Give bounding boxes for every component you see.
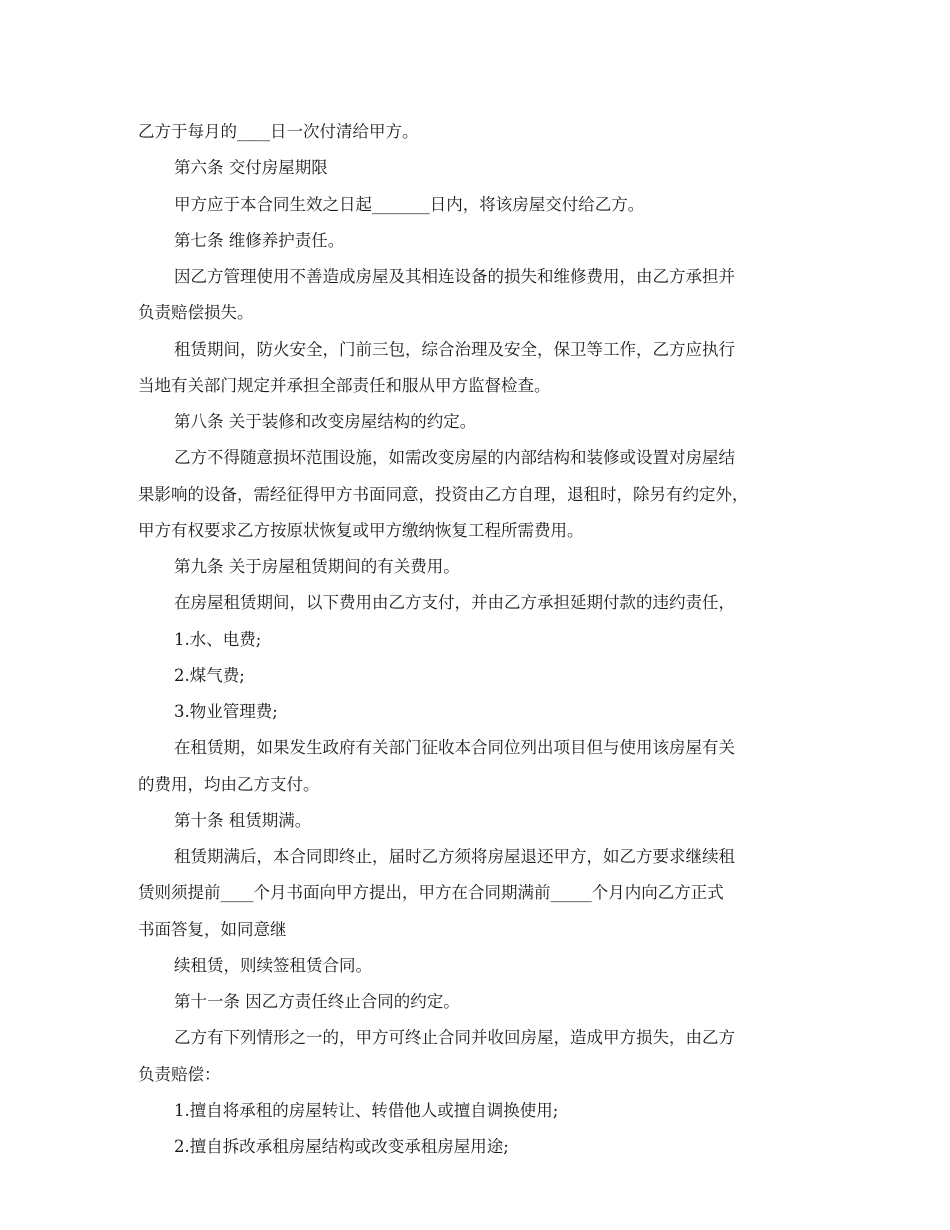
contract-text-line: 负责赔偿损失。: [138, 303, 254, 323]
contract-text-line: 乙方于每月的____日一次付清给甲方。: [138, 122, 419, 141]
contract-text-line: 乙方不得随意损坏范围设施，如需改变房屋的内部结构和装修或设置对房屋结: [174, 448, 735, 468]
contract-text-line: 第七条 维修养护责任。: [174, 230, 345, 250]
contract-text-line: 第十条 租赁期满。: [174, 810, 312, 830]
contract-text-line: 第九条 关于房屋租赁期间的有关费用。: [174, 557, 460, 576]
contract-text-line: 负责赔偿：: [138, 1064, 221, 1084]
contract-text-line: 赁则须提前____个月书面向甲方提出，甲方在合同期满前_____个月内向乙方正式: [138, 883, 724, 903]
contract-text-line: 第六条 交付房屋期限: [174, 158, 328, 178]
contract-text-line: 甲方有权要求乙方按原状恢复或甲方缴纳恢复工程所需费用。: [138, 520, 584, 540]
contract-text-line: 2.擅自拆改承租房屋结构或改变承租房屋用途;: [174, 1137, 509, 1156]
contract-text-line: 当地有关部门规定并承担全部责任和服从甲方监督检查。: [138, 375, 551, 395]
contract-text-line: 1.擅自将承租的房屋转让、转借他人或擅自调换使用;: [174, 1100, 559, 1120]
contract-text-line: 书面答复，如同意继: [138, 919, 287, 939]
contract-text-line: 第十一条 因乙方责任终止合同的约定。: [174, 992, 460, 1011]
contract-text-line: 的费用，均由乙方支付。: [138, 774, 320, 794]
contract-text-line: 租赁期间，防火安全，门前三包，综合治理及安全，保卫等工作，乙方应执行: [174, 339, 735, 359]
contract-text-line: 3.物业管理费;: [174, 702, 278, 721]
contract-text-line: 果影响的设备，需经征得甲方书面同意，投资由乙方自理，退租时，除另有约定外，: [138, 484, 749, 504]
contract-text-line: 乙方有下列情形之一的，甲方可终止合同并收回房屋，造成甲方损失，由乙方: [174, 1028, 735, 1048]
contract-text-line: 在房屋租赁期间，以下费用由乙方支付，并由乙方承担延期付款的违约责任，: [174, 593, 735, 613]
contract-text-line: 续租赁，则续签租赁合同。: [174, 955, 372, 975]
contract-text-line: 在租赁期，如果发生政府有关部门征收本合同位列出项目但与使用该房屋有关: [174, 738, 735, 758]
contract-body-text: [138, 114, 828, 1165]
contract-text-line: 甲方应于本合同生效之日起_______日内，将该房屋交付给乙方。: [174, 194, 645, 214]
contract-text-line: 因乙方管理使用不善造成房屋及其相连设备的损失和维修费用，由乙方承担并: [174, 267, 735, 286]
contract-text-line: 2.煤气费;: [174, 665, 245, 685]
contract-text-line: 租赁期满后，本合同即终止，届时乙方须将房屋退还甲方，如乙方要求继续租: [174, 847, 735, 866]
contract-text-line: 1.水、电费;: [174, 629, 262, 649]
contract-text-line: 第八条 关于装修和改变房屋结构的约定。: [174, 412, 477, 431]
